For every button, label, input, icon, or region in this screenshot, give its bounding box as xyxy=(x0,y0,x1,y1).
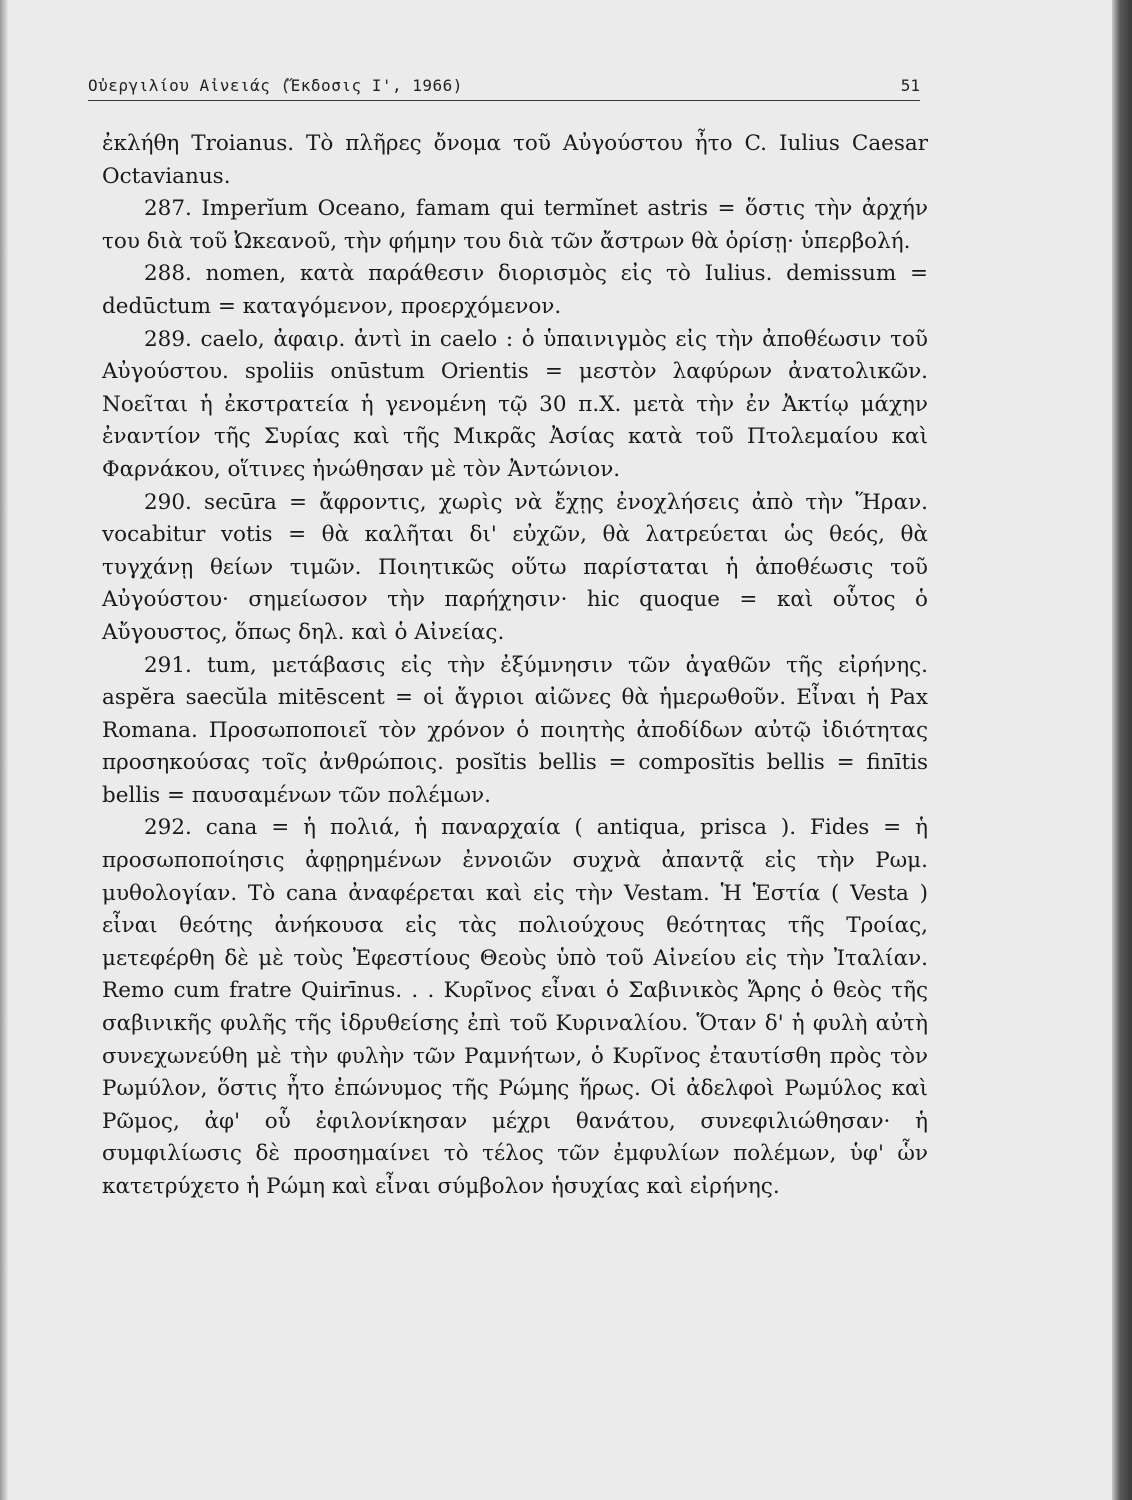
note-290: 290. secūra = ἄφροντις, χωρὶς νὰ ἔχῃς ἐνοχλήσεις ἀπὸ τὴν Ἥραν. vocabitur votis = θὰ καλῆται δι' εὐχῶν, θὰ λατρεύεται ὡς θεός, θὰ τυγχάνῃ θείων τιμῶν. Ποιητικῶς οὕτω παρίσταται ἡ ἀποθέωσις τοῦ Αὐγούστου· σημείωσον τὴν παρήχησιν· hic quoque = καὶ οὗτος ὁ Αὔγουστος, ὅπως δηλ. καὶ ὁ Αἰνείας. xyxy=(102,489,928,645)
note-287: 287. Imperĭum Oceano, famam qui termĭnet astris = ὅστις τὴν ἀρχήν του διὰ τοῦ Ὠκεανοῦ, τὴν φήμην του διὰ τῶν ἄστρων θὰ ὁρίσῃ· ὑπερβολή. xyxy=(102,196,928,254)
note-289: 289. caelo, ἀφαιρ. ἀντὶ in caelo : ὁ ὑπαινιγμὸς εἰς τὴν ἀποθέωσιν τοῦ Αὐγούστου. spoliis onūstum Orientis = μεστὸν λαφύρων ἀνατολικῶν. Νοεῖται ἡ ἐκστρατεία ἡ γενομένη τῷ 30 π.Χ. μετὰ τὴν ἐν Ἀκτίῳ μάχην ἐναντίον τῆς Συρίας καὶ τῆς Μικρᾶς Ἀσίας κατὰ τοῦ Πτολεμαίου καὶ Φαρνάκου, οἵτινες ἠνώθησαν μὲ τὸν Ἀντώνιον. xyxy=(102,326,928,482)
note-291: 291. tum, μετάβασις εἰς τὴν ἐξύμνησιν τῶν ἀγαθῶν τῆς εἰρήνης. aspĕra saecŭla mitēscent = οἱ ἄγριοι αἰῶνες θὰ ἡμερωθοῦν. Εἶναι ἡ Pax Romana. Προσωποποιεῖ τὸν χρόνον ὁ ποιητὴς ἀποδίδων αὐτῷ ἰδιότητας προσηκούσας τοῖς ἀνθρώποις. posĭtis bellis = composĭtis bellis = finītis bellis = παυσαμένων τῶν πολέμων. xyxy=(102,652,928,808)
page-edge-shadow xyxy=(1112,0,1132,1500)
running-header xyxy=(88,70,920,101)
paragraph-continuation: ἐκλήθη Troianus. Τὸ πλῆρες ὄνομα τοῦ Αὐγούστου ἦτο C. Iulius Caesar Octavianus. xyxy=(102,131,928,189)
note-292: 292. cana = ἡ πολιά, ἡ παναρχαία ( antiqua, prisca ). Fides = ἡ προσωποποίησις ἀφῃρημένων ἐννοιῶν συχνὰ ἀπαντᾷ εἰς τὴν Ρωμ. μυθολογίαν. Τὸ cana ἀναφέρεται καὶ εἰς τὴν Vestam. Ἡ Ἑστία ( Vesta ) εἶναι θεότης ἀνήκουσα εἰς τὰς πολιούχους θεότητας τῆς Τροίας, μετεφέρθη δὲ μὲ τοὺς Ἐφεστίους Θεοὺς ὑπὸ τοῦ Αἰνείου εἰς τὴν Ἰταλίαν. Remo cum fratre Quirīnus. . . Κυρῖνος εἶναι ὁ Σαβινικὸς Ἄρης ὁ θεὸς τῆς σαβινικῆς φυλῆς τῆς ἱδρυθείσης ἐπὶ τοῦ Κυριναλίου. Ὅταν δ' ἡ φυλὴ αὐτὴ συνεχωνεύθη μὲ τὴν φυλὴν τῶν Ραμνήτων, ὁ Κυρῖνος ἐταυτίσθη πρὸς τὸν Ρωμύλον, ὅστις ἦτο ἐπώνυμος τῆς Ρώμης ἥρως. Οἱ ἀδελφοὶ Ρωμύλος καὶ Ρῶμος, ἀφ' οὗ ἐφιλονίκησαν μέχρι θανάτου, συνεφιλιώθησαν· ἡ συμφιλίωσις δὲ προσημαίνει τὸ τέλος τῶν ἐμφυλίων πολέμων, ὑφ' ὧν κατετρύχετο ἡ Ρώμη καὶ εἶναι σύμβολον ἡσυχίας καὶ εἰρήνης. xyxy=(102,815,928,1199)
page-gutter-shadow xyxy=(0,0,8,1500)
page-number: 51 xyxy=(900,76,920,95)
note-288: 288. nomen, κατὰ παράθεσιν διορισμὸς εἰς τὸ Iulius. demissum = dedūctum = καταγόμενον, προερχόμενον. xyxy=(102,261,928,319)
running-title: Οὐεργιλίου Αἰνειάς (Ἔκδοσις Ι', 1966) xyxy=(88,76,463,95)
commentary-body xyxy=(102,128,928,1204)
